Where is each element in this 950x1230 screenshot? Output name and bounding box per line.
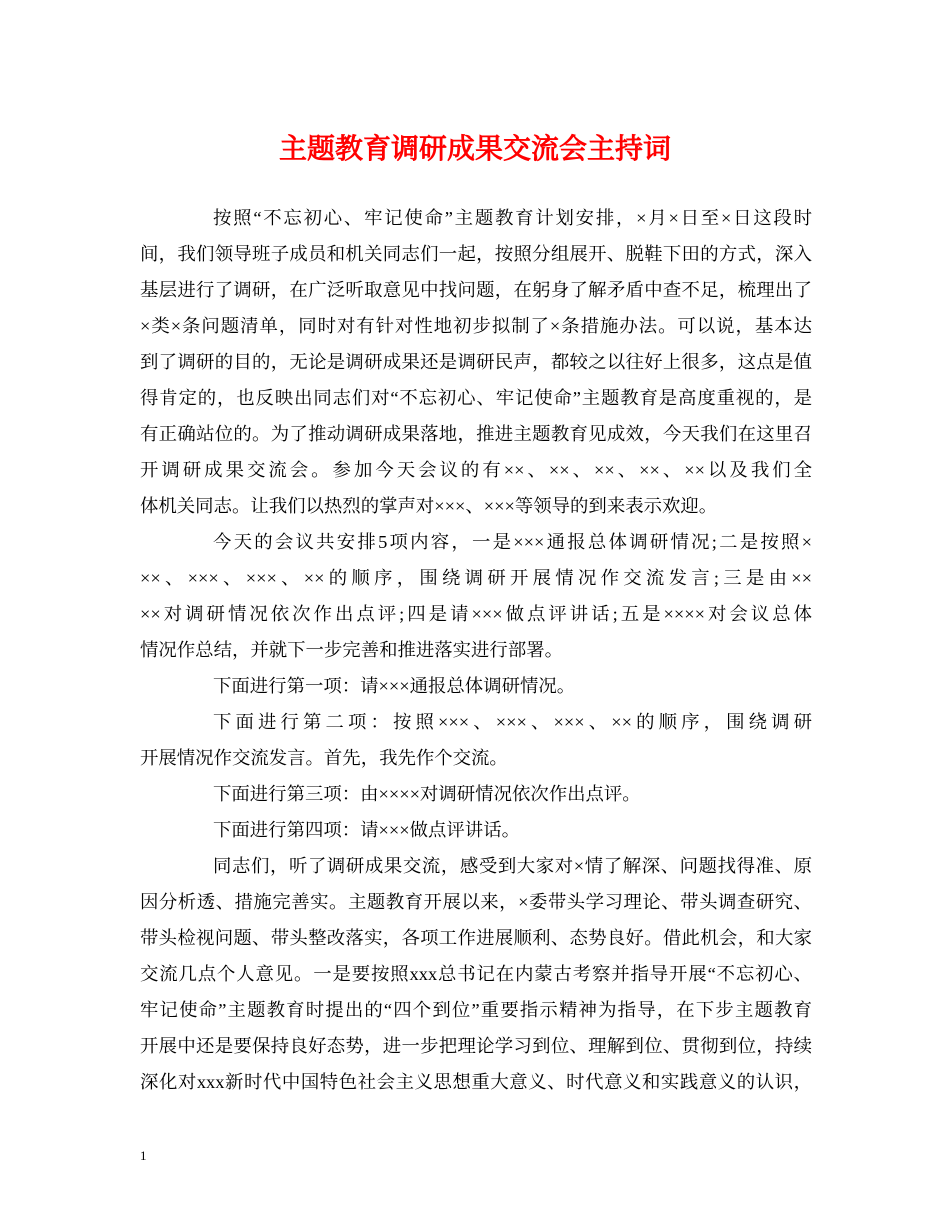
text-line: 深化对xxx新时代中国特色社会主义思想重大意义、时代意义和实践意义的认识， [140,1072,812,1092]
text-line: 开展中还是要保持良好态势，进一步把理论学习到位、理解到位、贯彻到位，持续 [140,1036,812,1056]
text-line: 间，我们领导班子成员和机关同志们一起，按照分组展开、脱鞋下田的方式，深入 [140,244,812,264]
paragraph-item-2 [140,704,812,776]
text-line: 下面进行第四项：请×××做点评讲话。 [213,820,520,840]
paragraph-item-1 [140,668,812,704]
text-line: 带头检视问题、带头整改落实，各项工作进展顺利、态势良好。借此机会，和大家 [140,928,812,948]
text-line: 下面进行第三项：由××××对调研情况依次作出点评。 [213,784,641,804]
paragraph-remarks [140,848,812,1100]
paragraph-agenda [140,524,812,668]
text-line: 体机关同志。让我们以热烈的掌声对×××、×××等领导的到来表示欢迎。 [140,496,718,516]
text-line: 到了调研的目的，无论是调研成果还是调研民声，都较之以往好上很多，这点是值 [140,352,812,372]
text-line: ××、×××、×××、××的顺序，围绕调研开展情况作交流发言;三是由×× [140,568,812,588]
text-line: 按照“不忘初心、牢记使命”主题教育计划安排，×月×日至×日这段时 [213,208,812,228]
text-line: 下面进行第一项：请×××通报总体调研情况。 [213,676,576,696]
text-line: 因分析透、措施完善实。主题教育开展以来，×委带头学习理论、带头调查研究、 [140,892,812,912]
text-line: 得肯定的，也反映出同志们对“不忘初心、牢记使命”主题教育是高度重视的，是 [140,388,812,408]
text-line: 情况作总结，并就下一步完善和推进落实进行部署。 [140,640,563,660]
text-line: 下面进行第二项：按照×××、×××、×××、××的顺序，围绕调研 [213,712,812,732]
text-line: 开调研成果交流会。参加今天会议的有××、××、××、××、××以及我们全 [140,460,812,480]
paragraph-intro [140,200,812,524]
text-line: 基层进行了调研，在广泛听取意见中找问题，在躬身了解矛盾中查不足，梳理出了 [140,280,812,300]
text-line: 同志们，听了调研成果交流，感受到大家对×情了解深、问题找得准、原 [213,856,812,876]
text-line: 开展情况作交流发言。首先，我先作个交流。 [140,748,508,768]
text-line: 有正确站位的。为了推动调研成果落地，推进主题教育见成效，今天我们在这里召 [140,424,812,444]
paragraph-item-3 [140,776,812,812]
text-line: ×类×条问题清单，同时对有针对性地初步拟制了×条措施办法。可以说，基本达 [140,316,812,336]
text-line: 牢记使命”主题教育时提出的“四个到位”重要指示精神为指导，在下步主题教育 [140,1000,812,1020]
text-line: ××对调研情况依次作出点评;四是请×××做点评讲话;五是××××对会议总体 [140,604,812,624]
text-line: 交流几点个人意见。一是要按照xxx总书记在内蒙古考察并指导开展“不忘初心、 [140,964,812,984]
text-line: 今天的会议共安排5项内容，一是×××通报总体调研情况;二是按照× [213,532,812,552]
page-title: 主题教育调研成果交流会主持词 [278,134,671,165]
paragraph-item-4 [140,812,812,848]
document-body [140,200,812,1100]
page-number: 1 [140,1148,147,1163]
